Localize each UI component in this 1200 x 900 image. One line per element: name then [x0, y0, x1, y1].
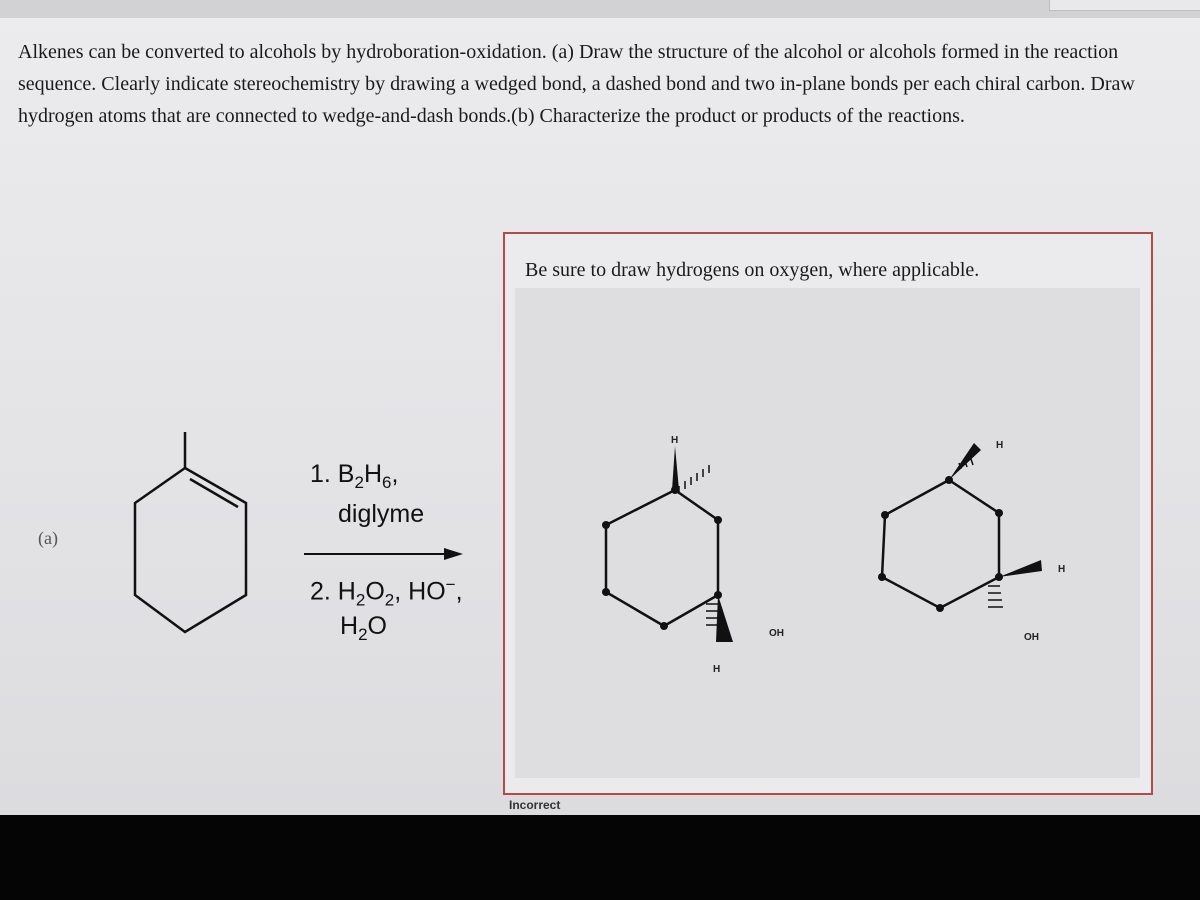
- dash-bond: [679, 465, 709, 494]
- wedge-bond: [999, 560, 1042, 577]
- product-structures: [515, 288, 1140, 778]
- h-label: H: [713, 664, 721, 675]
- wedge-bond: [672, 446, 679, 490]
- dash-bond: [988, 586, 1003, 607]
- product-1[interactable]: [602, 435, 784, 675]
- oh-label: OH: [769, 628, 784, 639]
- part-label: (a): [38, 528, 58, 548]
- question-text: Alkenes can be converted to alcohols by hydroboration-oxidation. (a) Draw the structure of the alcohol or alcohols formed in the reaction sequence. Clearly indicate stereochemistry by drawing a wedged bond, a dashed bond and two in-plane bonds per each chiral carbon. Draw hydrogen atoms that are connected to wedge-and-dash bonds.(b) Characterize the product or products of the reactions.: [18, 41, 1135, 127]
- reagent-step1-solvent: diglyme: [338, 500, 425, 528]
- reagent-step2: 2. $H_2O_2$, HO−,: [310, 575, 463, 610]
- h-label: H: [996, 440, 1004, 451]
- tab-edge: [1049, 0, 1200, 11]
- answer-box: [503, 232, 1153, 795]
- feedback-status: Incorrect: [509, 798, 561, 812]
- cyclohexene-ring: [135, 468, 246, 632]
- h-label: H: [1058, 564, 1066, 575]
- starting-material-structure: [0, 420, 500, 650]
- reaction-arrow-head: [444, 548, 463, 560]
- cyclohexane-ring: [606, 490, 718, 626]
- cyclohexane-ring: [882, 480, 999, 608]
- bottom-bezel: [0, 815, 1200, 900]
- h-label: H: [671, 435, 679, 446]
- reagent-step2-water: $H_2O$: [340, 612, 387, 644]
- reagent-step1: 1. $B_2H_6$,: [310, 460, 399, 492]
- drawing-canvas[interactable]: [515, 288, 1140, 778]
- browser-top-strip: [0, 0, 1200, 18]
- answer-instruction: Be sure to draw hydrogens on oxygen, where applicable.: [525, 259, 980, 281]
- product-2[interactable]: [878, 440, 1065, 643]
- oh-label: OH: [1024, 632, 1039, 643]
